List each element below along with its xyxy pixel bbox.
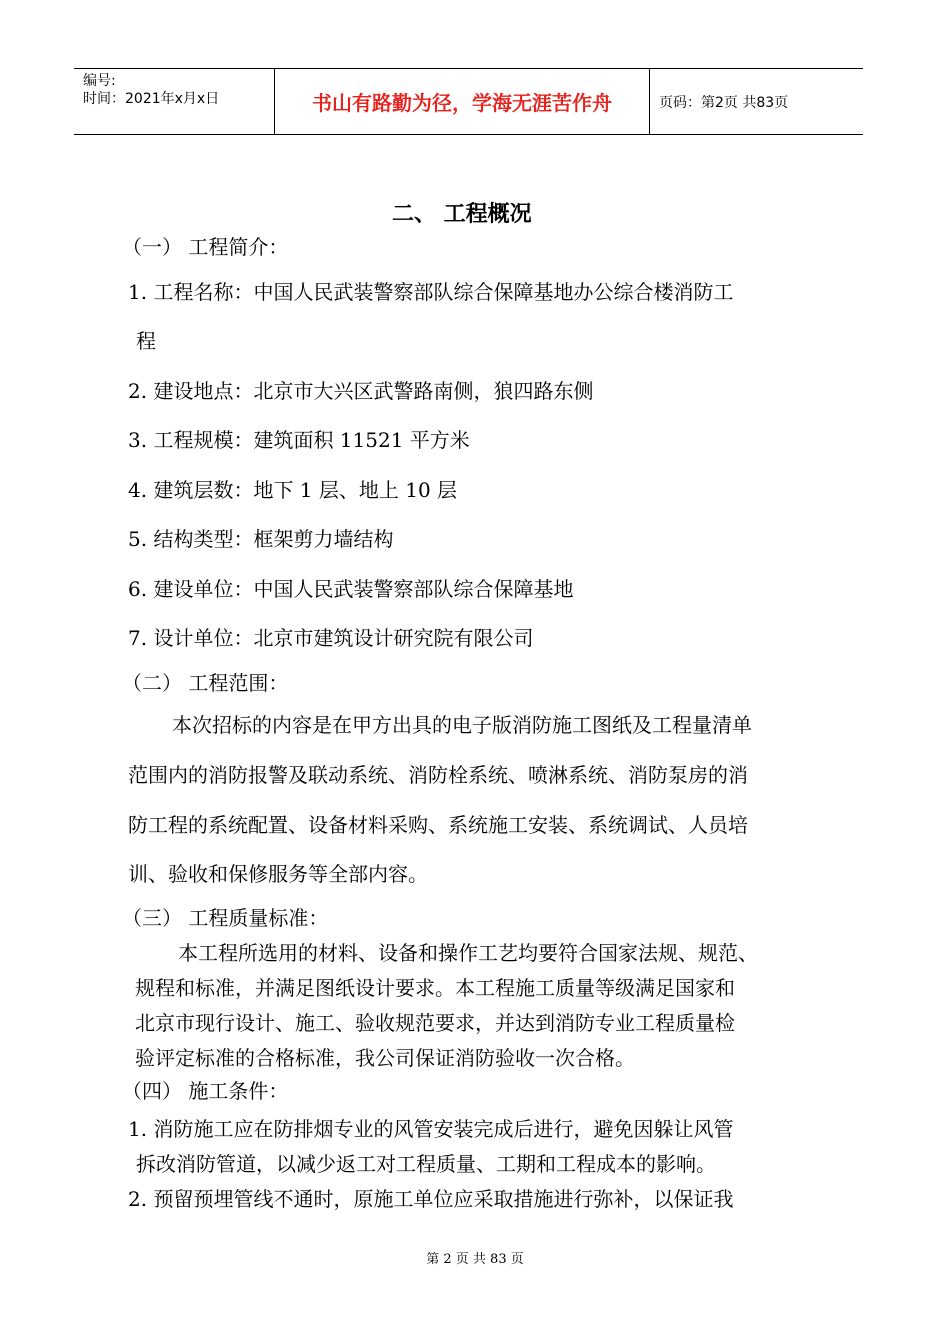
list-item: 2. 建设地点：北京市大兴区武警路南侧，狼四路东侧 (128, 379, 594, 403)
page-header (74, 68, 863, 135)
list-item: 1. 消防施工应在防排烟专业的风管安装完成后进行，避免因躲让风管 (128, 1117, 734, 1141)
page-footer: 第 2 页 共 83 页 (426, 1252, 524, 1267)
list-item: 4. 建筑层数：地下 1 层、地上 10 层 (128, 478, 458, 502)
paragraph-line: 防工程的系统配置、设备材料采购、系统施工安装、系统调试、人员培 (128, 813, 748, 837)
subsection-heading: （一） 工程简介： (122, 235, 289, 259)
list-item-continuation: 程 (136, 329, 156, 353)
subsection-heading: （四） 施工条件： (122, 1079, 289, 1103)
list-item: 3. 工程规模：建筑面积 11521 平方米 (128, 428, 470, 452)
paragraph-line: 北京市现行设计、施工、验收规范要求，并达到消防专业工程质量检 (135, 1011, 735, 1035)
list-item: 2. 预留预埋管线不通时，原施工单位应采取措施进行弥补，以保证我 (128, 1187, 734, 1211)
list-item: 1. 工程名称：中国人民武装警察部队综合保障基地办公综合楼消防工 (128, 280, 734, 304)
paragraph-line: 本工程所选用的材料、设备和操作工艺均要符合国家法规、规范、 (178, 941, 758, 965)
motto-text: 书山有路勤为径，学海无涯苦作舟 (312, 91, 612, 115)
paragraph-line: 规程和标准，并满足图纸设计要求。本工程施工质量等级满足国家和 (135, 976, 735, 1000)
page-info-text: 页码：第2页 共83页 (659, 94, 789, 111)
list-item-continuation: 拆改消防管道，以减少返工对工程质量、工期和工程成本的影响。 (136, 1152, 716, 1176)
header-page-info (650, 69, 863, 134)
subsection-heading: （二） 工程范围： (122, 671, 289, 695)
header-motto (275, 69, 650, 134)
date-line: 时间：2021年x月x日 (83, 91, 220, 107)
list-item: 7. 设计单位：北京市建筑设计研究院有限公司 (128, 626, 534, 650)
paragraph-line: 验评定标准的合格标准，我公司保证消防验收一次合格。 (135, 1046, 635, 1070)
list-item: 5. 结构类型：框架剪力墙结构 (128, 527, 394, 551)
serial-label: 编号: (83, 73, 116, 89)
paragraph-line: 本次招标的内容是在甲方出具的电子版消防施工图纸及工程量清单 (172, 713, 752, 737)
header-meta (74, 69, 275, 134)
paragraph-line: 训、验收和保修服务等全部内容。 (128, 862, 428, 886)
section-title: 二、 工程概况 (392, 201, 532, 227)
subsection-heading: （三） 工程质量标准： (122, 906, 329, 930)
list-item: 6. 建设单位：中国人民武装警察部队综合保障基地 (128, 577, 574, 601)
paragraph-line: 范围内的消防报警及联动系统、消防栓系统、喷淋系统、消防泵房的消 (128, 763, 748, 787)
